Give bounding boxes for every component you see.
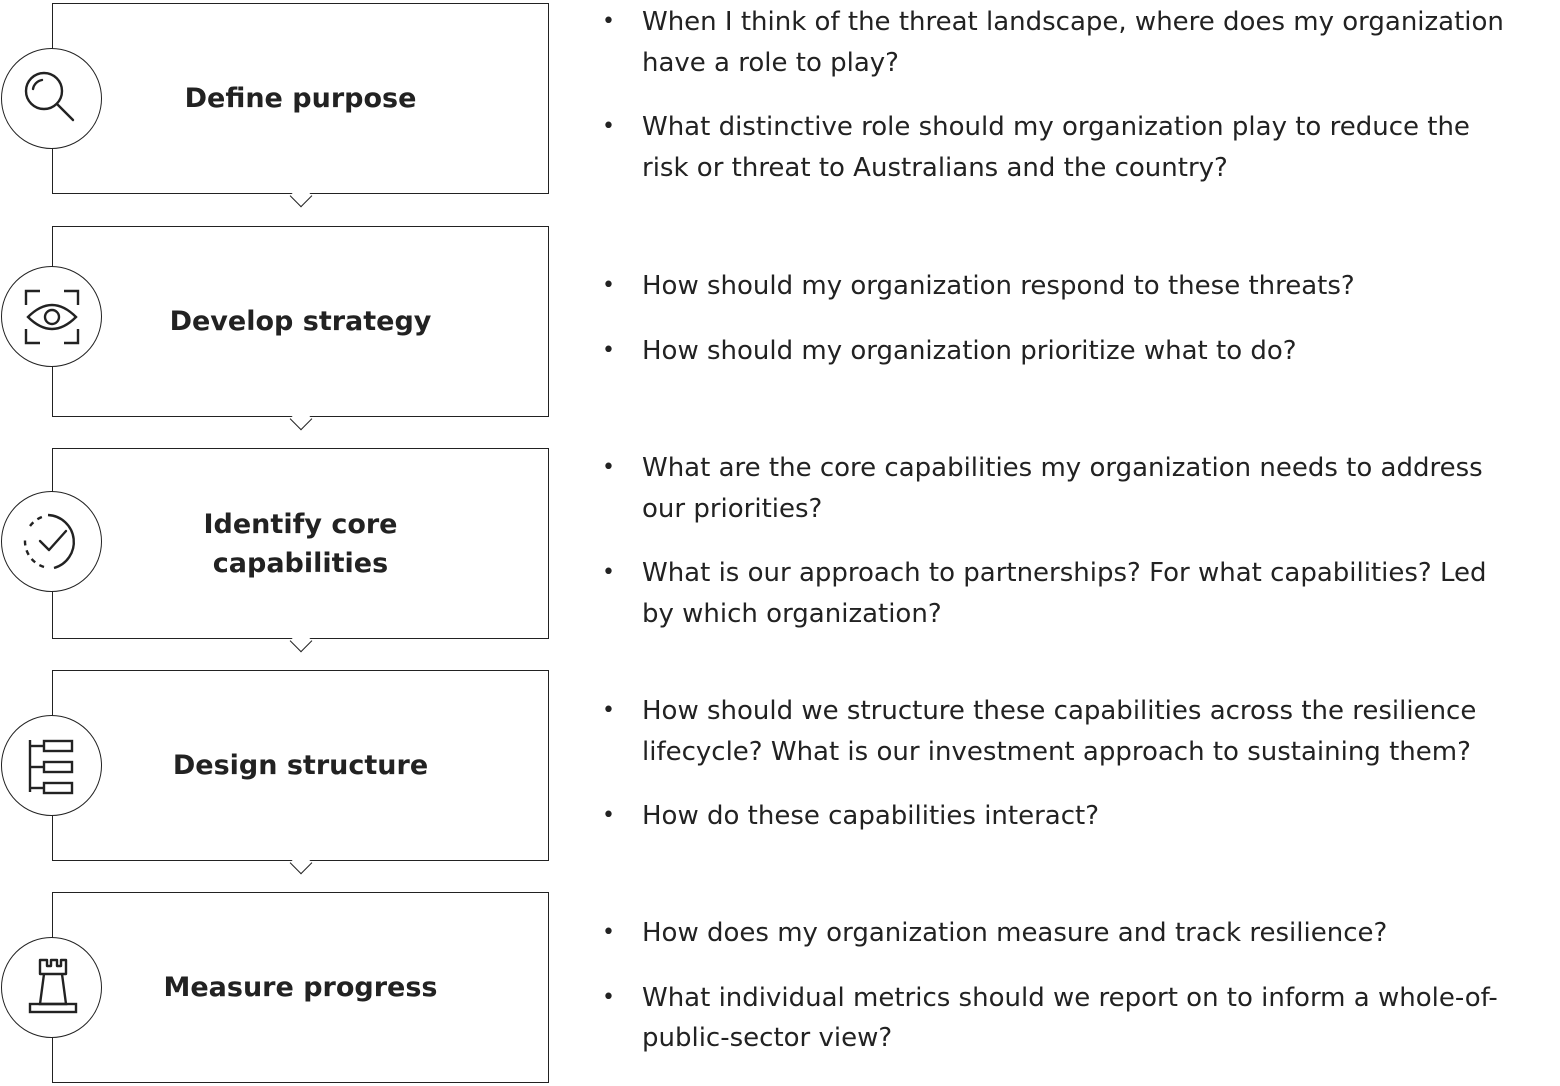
question-item — [600, 553, 1520, 634]
question-item — [600, 107, 1520, 188]
bullet: • — [602, 9, 615, 34]
step-connector-arrow — [289, 630, 312, 653]
bullet: • — [602, 698, 615, 723]
question-item — [600, 913, 1520, 954]
checkmark-icon — [1, 491, 102, 592]
step-label: Identify core capabilities — [203, 508, 398, 579]
bullet: • — [602, 803, 615, 828]
question-list-measure-progress — [600, 913, 1520, 1059]
question-item — [600, 448, 1520, 529]
bullet: • — [602, 920, 615, 945]
question-text: How do these capabilities interact? — [642, 801, 1100, 831]
question-text: What individual metrics should we report on to inform a whole-of-public-sector view? — [642, 982, 1498, 1053]
step-label: Define purpose — [184, 83, 417, 114]
question-item — [600, 2, 1520, 83]
step-box-develop-strategy — [52, 226, 549, 417]
step-label: Develop strategy — [169, 306, 432, 337]
question-text: What distinctive role should my organization play to reduce the risk or threat to Australians and the country? — [642, 112, 1470, 183]
bullet: • — [602, 273, 615, 298]
step-box-measure-progress — [52, 892, 549, 1083]
eye-icon — [1, 266, 102, 367]
question-item — [600, 796, 1520, 837]
question-text: What is our approach to partnerships? For what capabilities? Led by which organization? — [642, 558, 1487, 629]
bullet: • — [602, 560, 615, 585]
question-text: When I think of the threat landscape, where does my organization have a role to play? — [642, 7, 1504, 78]
question-list-identify-core-capabilities — [600, 448, 1520, 634]
magnifier-icon — [1, 48, 102, 149]
question-item — [600, 266, 1520, 307]
bullet: • — [602, 984, 615, 1010]
question-text: How should my organization respond to these threats? — [642, 271, 1355, 301]
question-item — [600, 331, 1520, 372]
step-box-define-purpose — [52, 3, 549, 194]
bullet: • — [602, 337, 615, 363]
question-list-design-structure — [600, 691, 1520, 837]
bullet: • — [602, 455, 615, 480]
question-text: How should my organization prioritize what to do? — [642, 335, 1297, 366]
rook-icon — [1, 937, 102, 1038]
step-label: Measure progress — [163, 972, 438, 1003]
step-label: Design structure — [172, 750, 429, 781]
question-text: How does my organization measure and track resilience? — [642, 918, 1388, 948]
question-item — [600, 978, 1520, 1059]
step-connector-arrow — [289, 408, 312, 431]
step-box-identify-core-capabilities — [52, 448, 549, 639]
question-list-develop-strategy — [600, 266, 1520, 371]
question-list-define-purpose — [600, 2, 1520, 188]
bullet: • — [602, 114, 615, 139]
hierarchy-icon — [1, 715, 102, 816]
question-item — [600, 691, 1520, 772]
step-box-design-structure — [52, 670, 549, 861]
question-text: How should we structure these capabilities across the resilience lifecycle? What is our investment approach to sustaining them? — [642, 696, 1477, 767]
step-connector-arrow — [289, 852, 312, 875]
step-connector-arrow — [289, 185, 312, 208]
question-text: What are the core capabilities my organization needs to address our priorities? — [642, 453, 1483, 524]
